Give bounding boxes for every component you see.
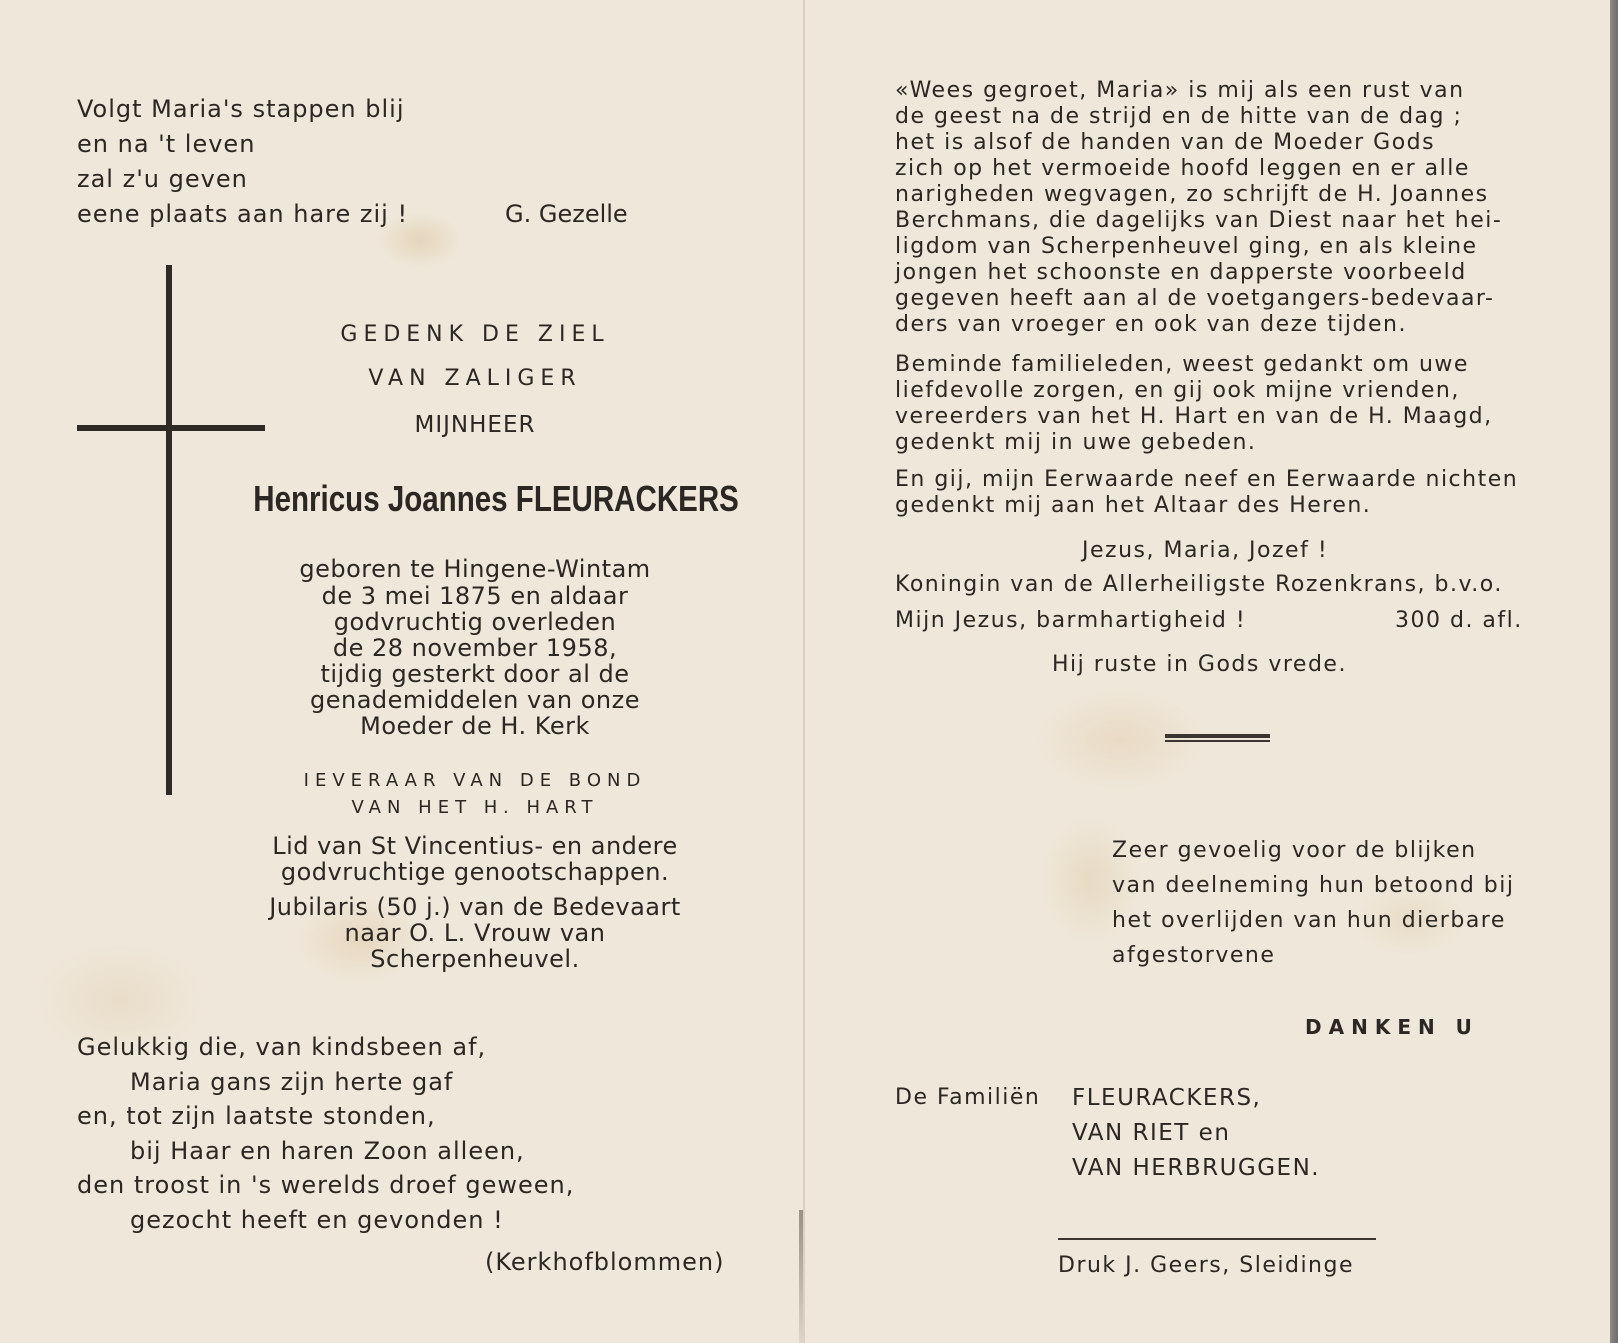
- paragraph-line: gedenkt mij aan het Altaar des Heren.: [895, 493, 1372, 518]
- jubilee-line: naar O. L. Vrouw van: [344, 919, 606, 947]
- jubilee-line: Scherpenheuvel.: [370, 945, 580, 973]
- thanks-text-line: het overlijden van hun dierbare: [1112, 908, 1506, 933]
- printer-credit: Druk J. Geers, Sleidinge: [1058, 1253, 1354, 1278]
- printer-rule: [1058, 1238, 1376, 1240]
- paragraph-line: de geest na de strijd en de hitte van de dag ;: [895, 104, 1463, 129]
- paragraph-line: liefdevolle zorgen, en gij ook mijne vrienden,: [895, 378, 1460, 403]
- poem-top-line: en na 't leven: [77, 130, 256, 158]
- thanks-text-line: afgestorvene: [1112, 943, 1276, 968]
- bio-line: godvruchtig overleden: [333, 608, 617, 636]
- deceased-name-wrap: [200, 478, 750, 520]
- fold-crease-mark: [799, 1210, 803, 1343]
- poem-top-line: Volgt Maria's stappen blij: [77, 95, 405, 123]
- paragraph-line: gegeven heeft aan al de voetgangers-bedevaar-: [895, 286, 1495, 311]
- poem-bottom-line: Maria gans zijn herte gaf: [130, 1068, 454, 1096]
- prayer-line: Koningin van de Allerheiligste Rozenkrans, b.v.o.: [895, 572, 1503, 597]
- paragraph-line: vereerders van het H. Hart en van de H. Maagd,: [895, 404, 1493, 429]
- double-rule-divider: [1165, 734, 1270, 742]
- thanks-text-line: van deelneming hun betoond bij: [1112, 873, 1515, 898]
- jubilee-line: Jubilaris (50 j.) van de Bedevaart: [269, 893, 681, 921]
- paragraph-line: ligdom van Scherpenheuvel ging, en als kleine: [895, 234, 1478, 259]
- fold-line: [803, 0, 805, 1343]
- families-label: De Familiën: [895, 1085, 1041, 1110]
- bio-line: de 3 mei 1875 en aldaar: [321, 582, 629, 610]
- bio-line: geboren te Hingene-Wintam: [299, 555, 651, 583]
- thanks-text-line: Zeer gevoelig voor de blijken: [1112, 838, 1477, 863]
- family-name: VAN RIET en: [1072, 1120, 1231, 1146]
- paragraph-line: narigheden wegvagen, zo schrijft de H. Joannes: [895, 182, 1489, 207]
- bio-line: de 28 november 1958,: [332, 634, 618, 662]
- paragraph-line: het is alsof de handen van de Moeder Gods: [895, 130, 1436, 155]
- rest-line: Hij ruste in Gods vrede.: [1052, 652, 1347, 677]
- heading-line: GEDENK DE ZIEL: [340, 322, 610, 347]
- prayer-line: Jezus, Maria, Jozef !: [1082, 538, 1329, 563]
- paragraph-line: zich op het vermoeide hoofd leggen en er alle: [895, 156, 1470, 181]
- heading-line: VAN ZALIGER: [368, 366, 582, 391]
- role-line: IEVERAAR VAN DE BOND: [303, 770, 647, 791]
- bio-line: tijdig gesterkt door al de: [320, 660, 630, 688]
- paragraph-line: En gij, mijn Eerwaarde neef en Eerwaarde nichten: [895, 467, 1519, 492]
- poem-bottom-line: bij Haar en haren Zoon alleen,: [130, 1137, 525, 1165]
- family-name: FLEURACKERS,: [1072, 1085, 1262, 1111]
- thanks-heading: DANKEN U: [1305, 1015, 1479, 1039]
- paragraph-line: Beminde familieleden, weest gedankt om uwe: [895, 352, 1469, 377]
- paragraph-line: jongen het schoonste en dapperste voorbeeld: [895, 260, 1467, 285]
- poem-top-line: zal z'u geven: [77, 165, 248, 193]
- bio-line: genademiddelen van onze: [310, 686, 640, 714]
- poem-bottom-line: Gelukkig die, van kindsbeen af,: [77, 1033, 487, 1061]
- paragraph-line: «Wees gegroet, Maria» is mij als een rust van: [895, 78, 1465, 103]
- family-name: VAN HERBRUGGEN.: [1072, 1155, 1321, 1181]
- paragraph-line: ders van vroeger en ook van deze tijden.: [895, 312, 1407, 337]
- bio-line: Moeder de H. Kerk: [360, 712, 590, 740]
- heading-title: MIJNHEER: [414, 412, 536, 438]
- membership-line: godvruchtige genootschappen.: [280, 858, 670, 886]
- prayer-line: Mijn Jezus, barmhartigheid !: [895, 608, 1247, 633]
- role-line: VAN HET H. HART: [351, 797, 599, 818]
- poem-bottom-line: en, tot zijn laatste stonden,: [77, 1102, 436, 1130]
- poem-author: G. Gezelle: [505, 200, 628, 228]
- deceased-name: Henricus Joannes FLEURACKERS: [253, 478, 739, 519]
- cross-icon-vertical: [166, 265, 172, 795]
- membership-line: Lid van St Vincentius- en andere: [272, 832, 678, 860]
- paragraph-line: Berchmans, die dagelijks van Diest naar het hei-: [895, 208, 1503, 233]
- poem-bottom-source: (Kerkhofblommen): [485, 1248, 725, 1276]
- indulgence-note: 300 d. afl.: [1395, 608, 1523, 633]
- card-edge-shadow: [1610, 0, 1618, 1343]
- poem-bottom-line: den troost in 's werelds droef geween,: [77, 1171, 575, 1199]
- poem-bottom-line: gezocht heeft en gevonden !: [130, 1206, 504, 1234]
- poem-top-line: eene plaats aan hare zij !: [77, 200, 409, 228]
- paragraph-line: gedenkt mij in uwe gebeden.: [895, 430, 1257, 455]
